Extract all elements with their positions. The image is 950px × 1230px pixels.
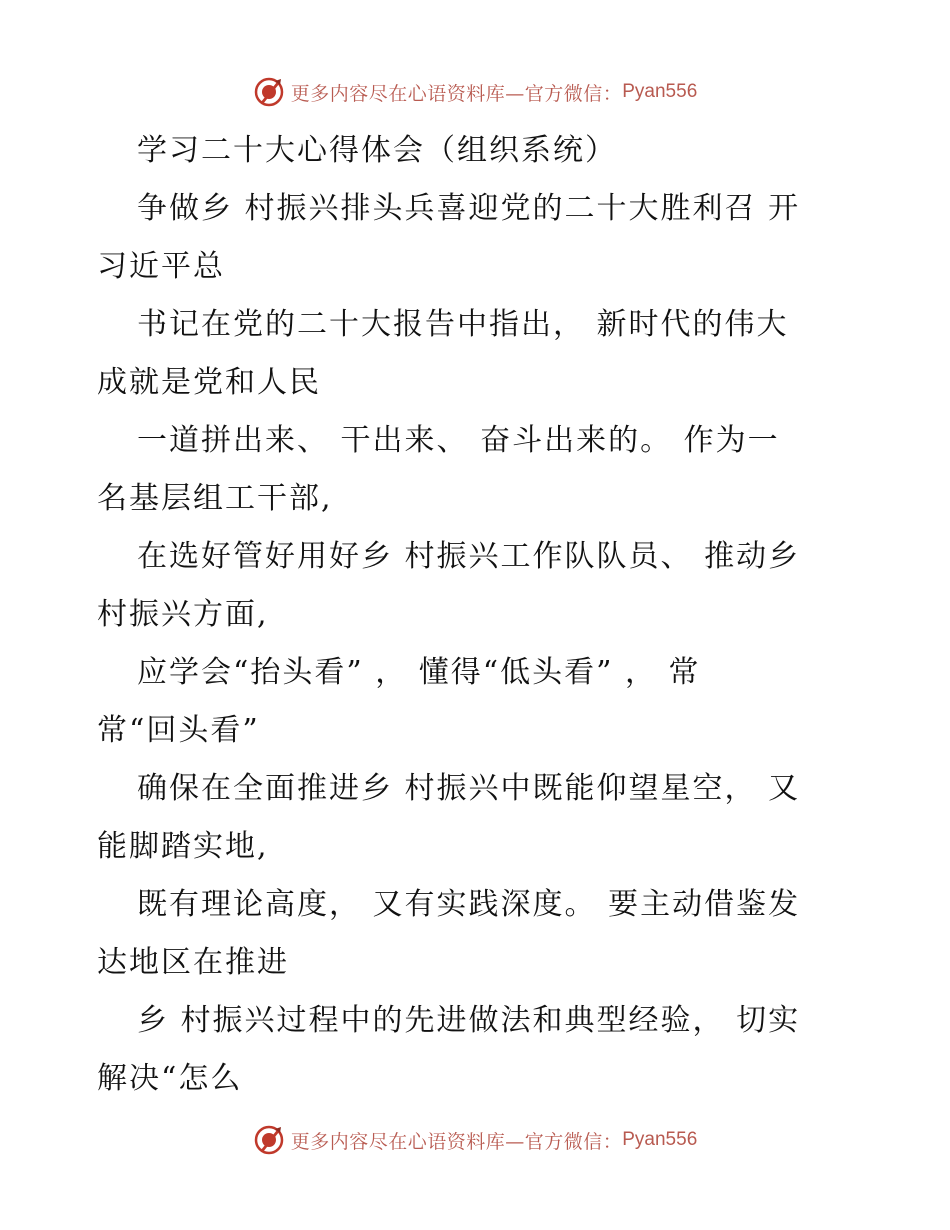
footer-banner: [0, 1120, 950, 1160]
text-line: 既有理论高度， 又有实践深度。 要主动借鉴发: [137, 887, 801, 922]
text-line: 确保在全面推进乡 村振兴中既能仰望星空， 又: [137, 771, 801, 806]
quill-pen-logo-icon: [253, 76, 285, 108]
text-line: 学习二十大心得体会（组织系统）: [137, 133, 617, 168]
header-banner-text: 更多内容尽在心语资料库—官方微信：: [290, 82, 623, 105]
text-line: 书记在党的二十大报告中指出， 新时代的伟大: [137, 307, 789, 342]
quill-pen-logo-icon: [253, 1124, 285, 1156]
text-line: 应学会“抬头看” ， 懂得“低头看” ， 常: [137, 655, 701, 690]
footer-banner-text: 更多内容尽在心语资料库—官方微信：: [290, 1130, 623, 1153]
header-banner-wechat-id: Pyan556: [622, 81, 698, 102]
text-line: 乡 村振兴过程中的先进做法和典型经验， 切实: [137, 1003, 801, 1038]
text-line: 能脚踏实地,: [97, 829, 269, 864]
text-line: 解决“怎么: [97, 1061, 243, 1096]
text-line: 成就是党和人民: [97, 365, 321, 400]
text-line: 争做乡 村振兴排头兵喜迎党的二十大胜利召 开: [137, 191, 801, 226]
text-line: 一道拼出来、 干出来、 奋斗出来的。 作为一: [137, 423, 780, 458]
text-line: 常“回头看”: [97, 713, 260, 748]
footer-banner-wechat-id: Pyan556: [622, 1129, 698, 1150]
text-line: 在选好管好用好乡 村振兴工作队队员、 推动乡: [137, 539, 801, 574]
text-line: 达地区在推进: [97, 945, 289, 980]
text-line: 村振兴方面,: [97, 597, 269, 632]
text-line: 名基层组工干部,: [97, 481, 333, 516]
document-body: [97, 122, 857, 1108]
header-banner: [0, 72, 950, 112]
text-line: 习近平总: [97, 249, 225, 284]
